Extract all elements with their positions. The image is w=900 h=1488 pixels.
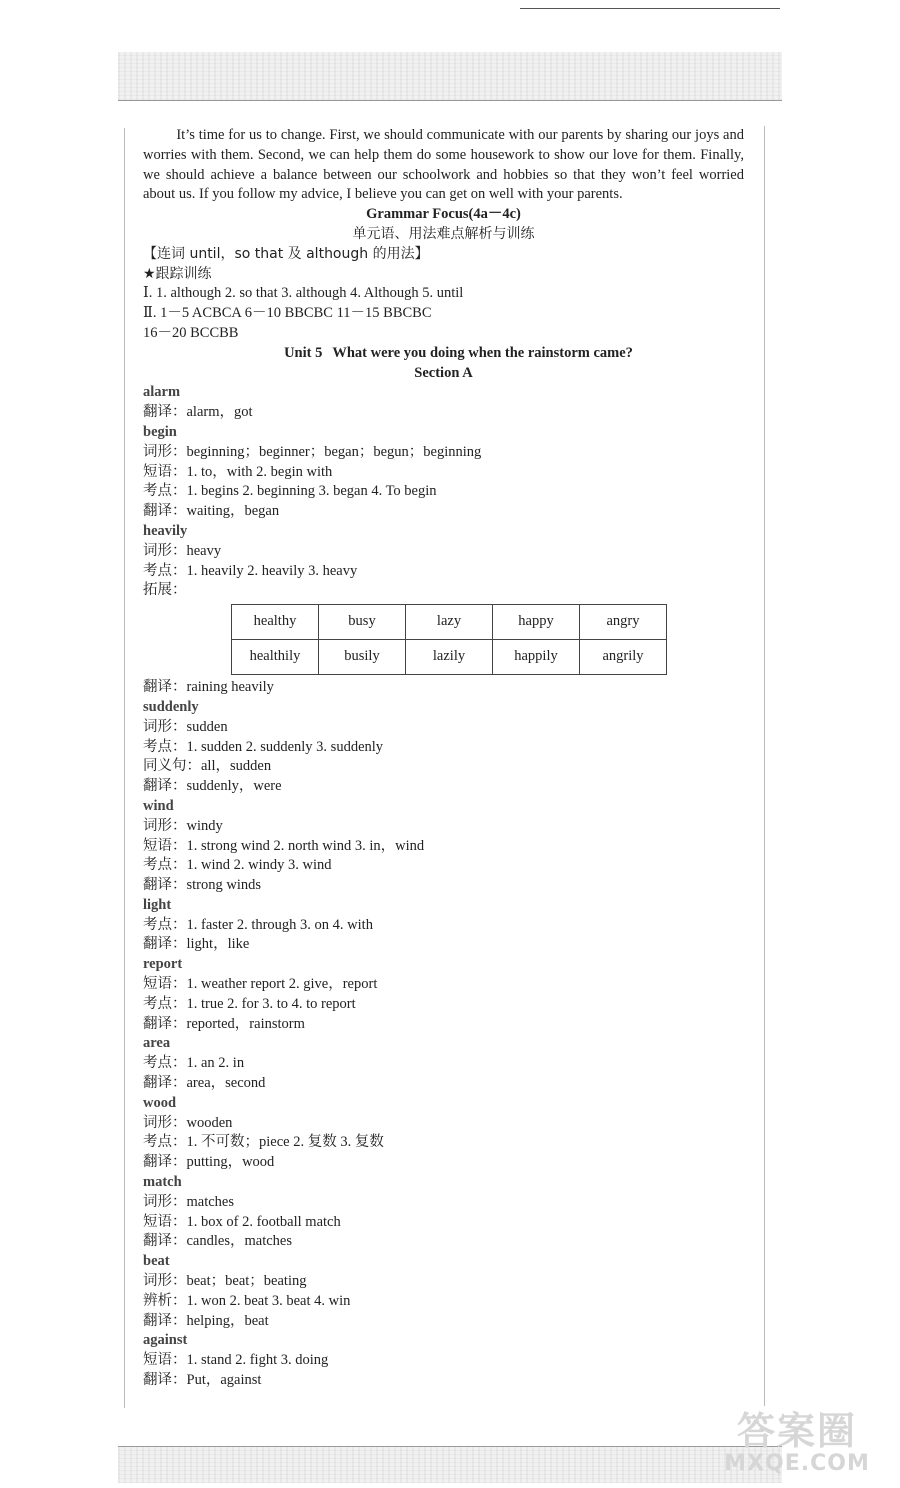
header-rule	[520, 8, 780, 9]
table-cell: happy	[493, 605, 580, 640]
entry-line: 翻译：strong winds	[143, 877, 262, 894]
section-heading: Section A	[414, 364, 473, 381]
entry-word-report: report	[143, 956, 183, 973]
entry-line: 翻译：helping，beat	[143, 1312, 269, 1329]
entry-line: 短语：1. strong wind 2. north wind 3. in，wind	[143, 837, 425, 854]
entry-line: 词形：beat；beat；beating	[143, 1273, 307, 1290]
table-cell: lazily	[406, 640, 493, 675]
entry-line: 考点：1. faster 2. through 3. on 4. with	[143, 916, 373, 933]
table-cell: angrily	[580, 640, 667, 675]
entry-line: 短语：1. box of 2. football match	[143, 1213, 341, 1230]
entry-word-alarm: alarm	[143, 384, 181, 401]
table-cell: busily	[319, 640, 406, 675]
watermark-en: MXQE.COM	[724, 1451, 870, 1476]
entry-line: 翻译：area，second	[143, 1075, 266, 1092]
watermark-logo	[712, 1410, 882, 1482]
entry-line: 词形：wooden	[143, 1114, 233, 1131]
answer-line-1: Ⅰ. 1. although 2. so that 3. although 4. Although 5. until	[143, 285, 464, 302]
table-cell: happily	[493, 640, 580, 675]
left-margin-rule	[124, 128, 125, 1408]
entry-line: 词形：windy	[143, 817, 223, 834]
entry-word-light: light	[143, 896, 172, 913]
entry-line: 翻译：reported，rainstorm	[143, 1015, 305, 1032]
entry-line: 考点：1. begins 2. beginning 3. began 4. To begin	[143, 483, 437, 500]
entry-line: 考点：1. sudden 2. suddenly 3. suddenly	[143, 738, 384, 755]
entry-line: 词形：sudden	[143, 718, 228, 735]
entry-line: 翻译：candles，matches	[143, 1233, 292, 1250]
entry-line: 翻译：Put，against	[143, 1372, 262, 1389]
entry-line: 翻译：putting，wood	[143, 1154, 275, 1171]
top-decorative-band	[118, 52, 782, 101]
unit-title: What were you doing when the rainstorm came?	[332, 344, 633, 361]
entry-line: 词形：matches	[143, 1193, 235, 1210]
entry-line: 短语：1. to，with 2. begin with	[143, 463, 333, 480]
entry-line: 翻译：waiting，began	[143, 503, 280, 520]
entry-line: 辨析：1. won 2. beat 3. beat 4. win	[143, 1292, 351, 1309]
entry-line: 考点：1. true 2. for 3. to 4. to report	[143, 995, 356, 1012]
entry-word-area: area	[143, 1035, 171, 1052]
adverb-table	[231, 604, 667, 675]
unit-heading	[143, 344, 744, 364]
grammar-subtitle: 单元语、用法难点解析与训练	[352, 225, 535, 242]
entry-word-against: against	[143, 1332, 188, 1349]
watermark-cn: 答案圈	[736, 1409, 857, 1453]
entry-word-suddenly: suddenly	[143, 698, 199, 715]
page-content	[143, 126, 744, 1391]
table-cell: angry	[580, 605, 667, 640]
intro-paragraph: It’s time for us to change. First, we should communicate with our parents by sharing our joys and worries with them. Second, we can help them do some housework to show our love for them. Finally, we should achieve a balance between our schoolwork and hobbies so that they won’t feel worried about us. If you follow my advice, I believe you can get on well with your parents.	[143, 127, 744, 203]
entry-line: 翻译：alarm，got	[143, 404, 253, 421]
entry-word-beat: beat	[143, 1253, 170, 1270]
practice-heading: ★跟踪训练	[143, 265, 212, 282]
unit-number: Unit 5	[284, 344, 323, 361]
entry-line: 考点：1. an 2. in	[143, 1055, 245, 1072]
table-cell: healthy	[232, 605, 319, 640]
entry-line: 词形：beginning；beginner；began；begun；beginning	[143, 443, 482, 460]
grammar-topic: 【连词 until，so that 及 although 的用法】	[143, 245, 429, 262]
table-row	[232, 605, 667, 640]
entry-line: 考点：1. heavily 2. heavily 3. heavy	[143, 562, 358, 579]
entry-word-heavily: heavily	[143, 522, 188, 539]
entry-line: 短语：1. stand 2. fight 3. doing	[143, 1352, 329, 1369]
table-cell: healthily	[232, 640, 319, 675]
grammar-focus-title: Grammar Focus(4a－4c)	[366, 206, 521, 223]
entry-word-begin: begin	[143, 423, 177, 440]
answer-line-2: Ⅱ. 1－5 ACBCA 6－10 BBCBC 11－15 BBCBC	[143, 305, 432, 322]
entry-line: 考点：1. wind 2. windy 3. wind	[143, 857, 332, 874]
right-margin-rule	[764, 126, 765, 1406]
table-cell: lazy	[406, 605, 493, 640]
entry-word-wind: wind	[143, 797, 174, 814]
table-row	[232, 640, 667, 675]
entry-line: 同义句：all，sudden	[143, 758, 272, 775]
entry-word-match: match	[143, 1174, 182, 1191]
entry-line: 考点：1. 不可数；piece 2. 复数 3. 复数	[143, 1134, 384, 1151]
bottom-decorative-band	[118, 1446, 782, 1483]
entry-line: 拓展：	[143, 582, 187, 599]
entry-line: 词形：heavy	[143, 542, 222, 559]
entry-line: 翻译：suddenly，were	[143, 778, 282, 795]
entry-word-wood: wood	[143, 1094, 177, 1111]
entry-line: 翻译：raining heavily	[143, 679, 274, 696]
entry-line: 短语：1. weather report 2. give，report	[143, 976, 378, 993]
answer-line-3: 16－20 BCCBB	[143, 324, 239, 341]
entry-line: 翻译：light，like	[143, 936, 250, 953]
table-cell: busy	[319, 605, 406, 640]
